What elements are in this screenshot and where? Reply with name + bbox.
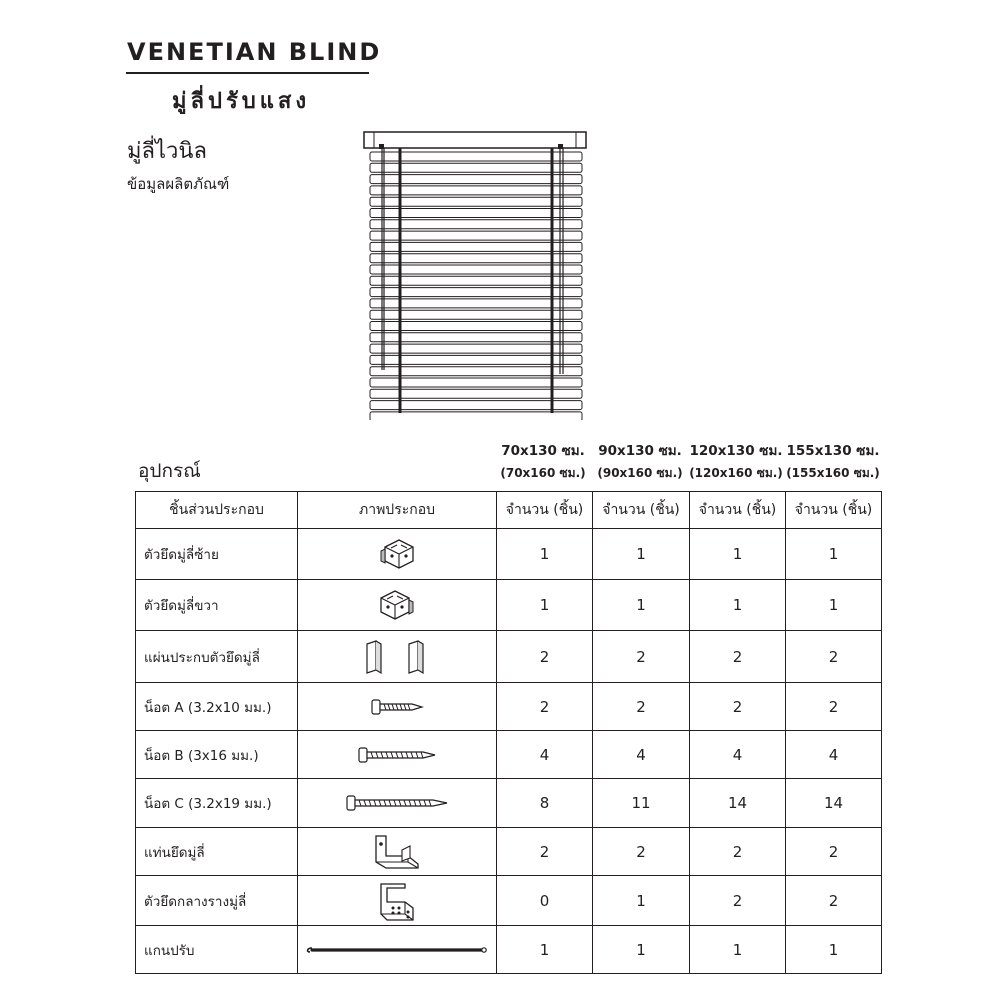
quantity-cell: 2 — [497, 683, 593, 731]
column-header: จำนวน (ชิ้น) — [786, 492, 882, 529]
part-name: ตัวยึดกลางรางมู่ลี่ — [136, 876, 298, 926]
quantity-cell: 2 — [786, 876, 882, 926]
quantity-cell: 2 — [593, 828, 690, 876]
screw-a-icon — [370, 699, 424, 715]
table-row — [136, 731, 882, 779]
quantity-cell: 2 — [593, 683, 690, 731]
quantity-cell: 1 — [593, 580, 690, 631]
quantity-cell: 1 — [497, 580, 593, 631]
quantity-cell: 0 — [497, 876, 593, 926]
size-alt: (70x160 ซม.) — [500, 466, 586, 480]
quantity-cell: 2 — [690, 828, 786, 876]
blind-slat — [370, 209, 582, 218]
quantity-cell: 1 — [593, 926, 690, 974]
quantity-cell: 1 — [690, 580, 786, 631]
size-header — [592, 440, 688, 484]
quantity-cell: 1 — [690, 529, 786, 580]
quantity-cell: 1 — [497, 926, 593, 974]
table-row — [136, 926, 882, 974]
table-row — [136, 683, 882, 731]
size-alt: (155x160 ซม.) — [786, 466, 880, 480]
venetian-blind-illustration — [362, 130, 590, 420]
blind-slat — [370, 265, 582, 274]
mount-base-icon — [372, 834, 422, 870]
parts-table — [135, 491, 882, 974]
quantity-cell: 2 — [690, 631, 786, 683]
blind-slat — [370, 344, 582, 353]
screw-b-icon — [357, 747, 437, 763]
size-main: 155x130 ซม. — [786, 443, 880, 459]
blind-slat — [370, 310, 582, 319]
tilt-wand-icon — [304, 943, 490, 957]
quantity-cell: 2 — [786, 631, 882, 683]
quantity-cell: 2 — [690, 683, 786, 731]
part-name: ตัวยึดมู่ลี่ซ้าย — [136, 529, 298, 580]
size-main: 90x130 ซม. — [598, 443, 682, 459]
quantity-cell: 4 — [786, 731, 882, 779]
part-name: น็อต B (3x16 มม.) — [136, 731, 298, 779]
quantity-cell: 2 — [593, 631, 690, 683]
table-row — [136, 580, 882, 631]
quantity-cell: 2 — [497, 631, 593, 683]
blind-slat — [370, 412, 582, 420]
size-main: 70x130 ซม. — [501, 443, 585, 459]
column-header: จำนวน (ชิ้น) — [497, 492, 593, 529]
quantity-cell: 2 — [786, 828, 882, 876]
quantity-cell: 1 — [690, 926, 786, 974]
left-bracket-icon — [377, 537, 417, 571]
size-alt: (90x160 ซม.) — [597, 466, 683, 480]
part-name: น็อต C (3.2x19 มม.) — [136, 779, 298, 828]
page-title: VENETIAN BLIND — [127, 38, 382, 66]
screw-c-icon — [345, 795, 449, 811]
table-row — [136, 779, 882, 828]
quantity-cell: 1 — [786, 926, 882, 974]
blind-slat — [370, 378, 582, 387]
size-header — [785, 440, 881, 484]
quantity-cell: 2 — [690, 876, 786, 926]
quantity-cell: 1 — [497, 529, 593, 580]
table-row — [136, 828, 882, 876]
table-row — [136, 529, 882, 580]
headrail — [364, 132, 586, 148]
quantity-cell: 4 — [593, 731, 690, 779]
blind-slat — [370, 355, 582, 364]
quantity-cell: 2 — [786, 683, 882, 731]
blind-slat — [370, 299, 582, 308]
quantity-cell: 1 — [593, 876, 690, 926]
blind-slat — [370, 367, 582, 376]
right-bracket-icon — [377, 588, 417, 622]
part-name: ตัวยึดมู่ลี่ขวา — [136, 580, 298, 631]
section-label: อุปกรณ์ — [138, 460, 201, 482]
blind-slat — [370, 401, 582, 410]
blind-slat — [370, 220, 582, 229]
part-name: แผ่นประกบตัวยึดมู่ลี่ — [136, 631, 298, 683]
quantity-cell: 14 — [690, 779, 786, 828]
quantity-cell: 2 — [497, 828, 593, 876]
blind-slat — [370, 197, 582, 206]
part-name: แกนปรับ — [136, 926, 298, 974]
blind-slat — [370, 186, 582, 195]
quantity-cell: 1 — [786, 580, 882, 631]
column-header: จำนวน (ชิ้น) — [690, 492, 786, 529]
quantity-cell: 8 — [497, 779, 593, 828]
part-name: น็อต A (3.2x10 มม.) — [136, 683, 298, 731]
quantity-cell: 11 — [593, 779, 690, 828]
column-header: ชิ้นส่วนประกอบ — [136, 492, 298, 529]
title-underline — [126, 72, 369, 74]
table-row — [136, 631, 882, 683]
blind-slat — [370, 152, 582, 161]
quantity-cell: 14 — [786, 779, 882, 828]
quantity-cell: 1 — [786, 529, 882, 580]
column-header: ภาพประกอบ — [298, 492, 497, 529]
part-name: แท่นยึดมู่ลี่ — [136, 828, 298, 876]
column-header: จำนวน (ชิ้น) — [593, 492, 690, 529]
blind-slat — [370, 276, 582, 285]
quantity-cell: 4 — [690, 731, 786, 779]
size-header — [688, 440, 784, 484]
blind-slat — [370, 322, 582, 331]
size-main: 120x130 ซม. — [689, 443, 783, 459]
blind-slat — [370, 288, 582, 297]
page-subtitle: มู่ลี่ปรับแสง — [172, 89, 311, 114]
table-header-row — [136, 492, 882, 529]
blind-slat — [370, 254, 582, 263]
quantity-cell: 1 — [593, 529, 690, 580]
blind-slat — [370, 333, 582, 342]
product-info-label: ข้อมูลผลิตภัณฑ์ — [127, 175, 230, 193]
blind-slat — [370, 163, 582, 172]
size-header — [495, 440, 591, 484]
blind-slat — [370, 389, 582, 398]
table-row — [136, 876, 882, 926]
bracket-plate-icon — [362, 638, 432, 676]
size-alt: (120x160 ซม.) — [689, 466, 783, 480]
blind-slat — [370, 242, 582, 251]
quantity-cell: 4 — [497, 731, 593, 779]
blind-slat — [370, 175, 582, 184]
center-support-icon — [375, 880, 419, 922]
blind-slats — [370, 152, 582, 420]
product-name: มู่ลี่ไวนิล — [127, 139, 207, 164]
blind-slat — [370, 231, 582, 240]
